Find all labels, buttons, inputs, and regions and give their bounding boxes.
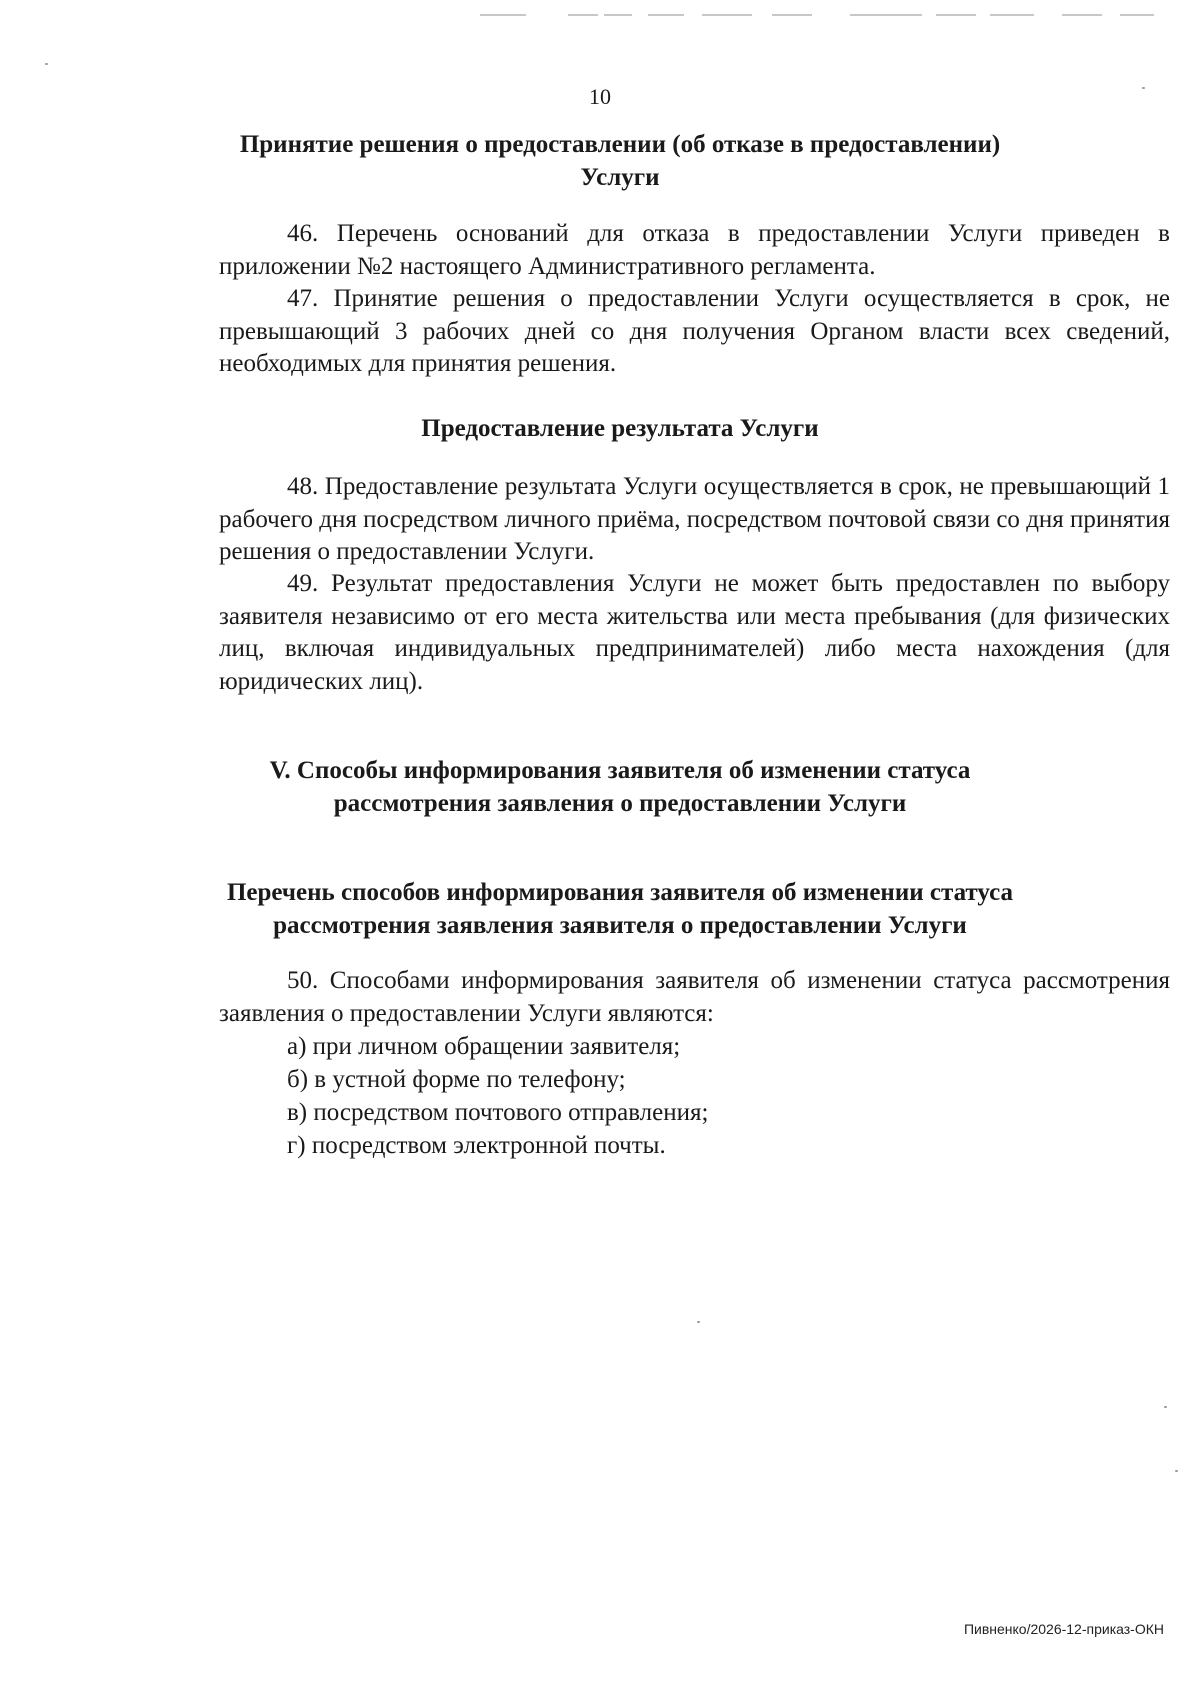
paragraph-48: 48. Предоставление результата Услуги осуществляется в срок, не превышающий 1 рабочего дня посредством личного приёма, посредством почтовой связи со дня принятия решения о предоставлении Услуги. — [219, 473, 1170, 565]
list-item-a: а) при личном обращении заявителя; — [287, 1033, 681, 1060]
paragraph-47: 47. Принятие решения о предоставлении Услуги осуществляется в срок, не превышающий 3 рабочих дней со дня получения Органом власти всех сведений, необходимых для принятия решения. — [219, 285, 1170, 377]
scan-artifact-lines — [480, 14, 1160, 18]
scan-speck — [1175, 1470, 1178, 1472]
scan-speck — [697, 1321, 700, 1323]
scan-speck — [45, 63, 48, 65]
chapter-v-heading: V. Способы информирования заявителя об изменении статуса рассмотрения заявления о предоставлении Услуги — [269, 757, 971, 817]
section-heading-result: Предоставление результата Услуги — [421, 415, 819, 442]
list-item-b: б) в устной форме по телефону; — [287, 1066, 626, 1093]
document-id-footer: Пивненко/2026-12-приказ-ОКН — [963, 1621, 1164, 1637]
scan-speck — [1164, 1406, 1167, 1408]
list-item-v: в) посредством почтового отправления; — [287, 1099, 709, 1126]
section-heading-decision: Принятие решения о предоставлении (об отказе в предоставлении) Услуги — [239, 131, 1001, 191]
paragraph-49: 49. Результат предоставления Услуги не может быть предоставлен по выбору заявителя независимо от его места жительства или места пребывания (для физических лиц, включая индивидуальных предпринимателей) либо места нахождения (для юридических лиц). — [219, 570, 1170, 695]
list-item-g: г) посредством электронной почты. — [287, 1132, 666, 1159]
paragraph-50: 50. Способами информирования заявителя об изменении статуса рассмотрения заявления о предоставлении Услуги являются: — [219, 967, 1170, 1027]
section-heading-methods: Перечень способов информирования заявителя об изменении статуса рассмотрения заявления заявителя о предоставлении Услуги — [226, 879, 1014, 939]
paragraph-46: 46. Перечень оснований для отказа в предоставлении Услуги приведен в приложении №2 настоящего Административного регламента. — [219, 220, 1170, 280]
page-number: 10 — [589, 84, 611, 109]
